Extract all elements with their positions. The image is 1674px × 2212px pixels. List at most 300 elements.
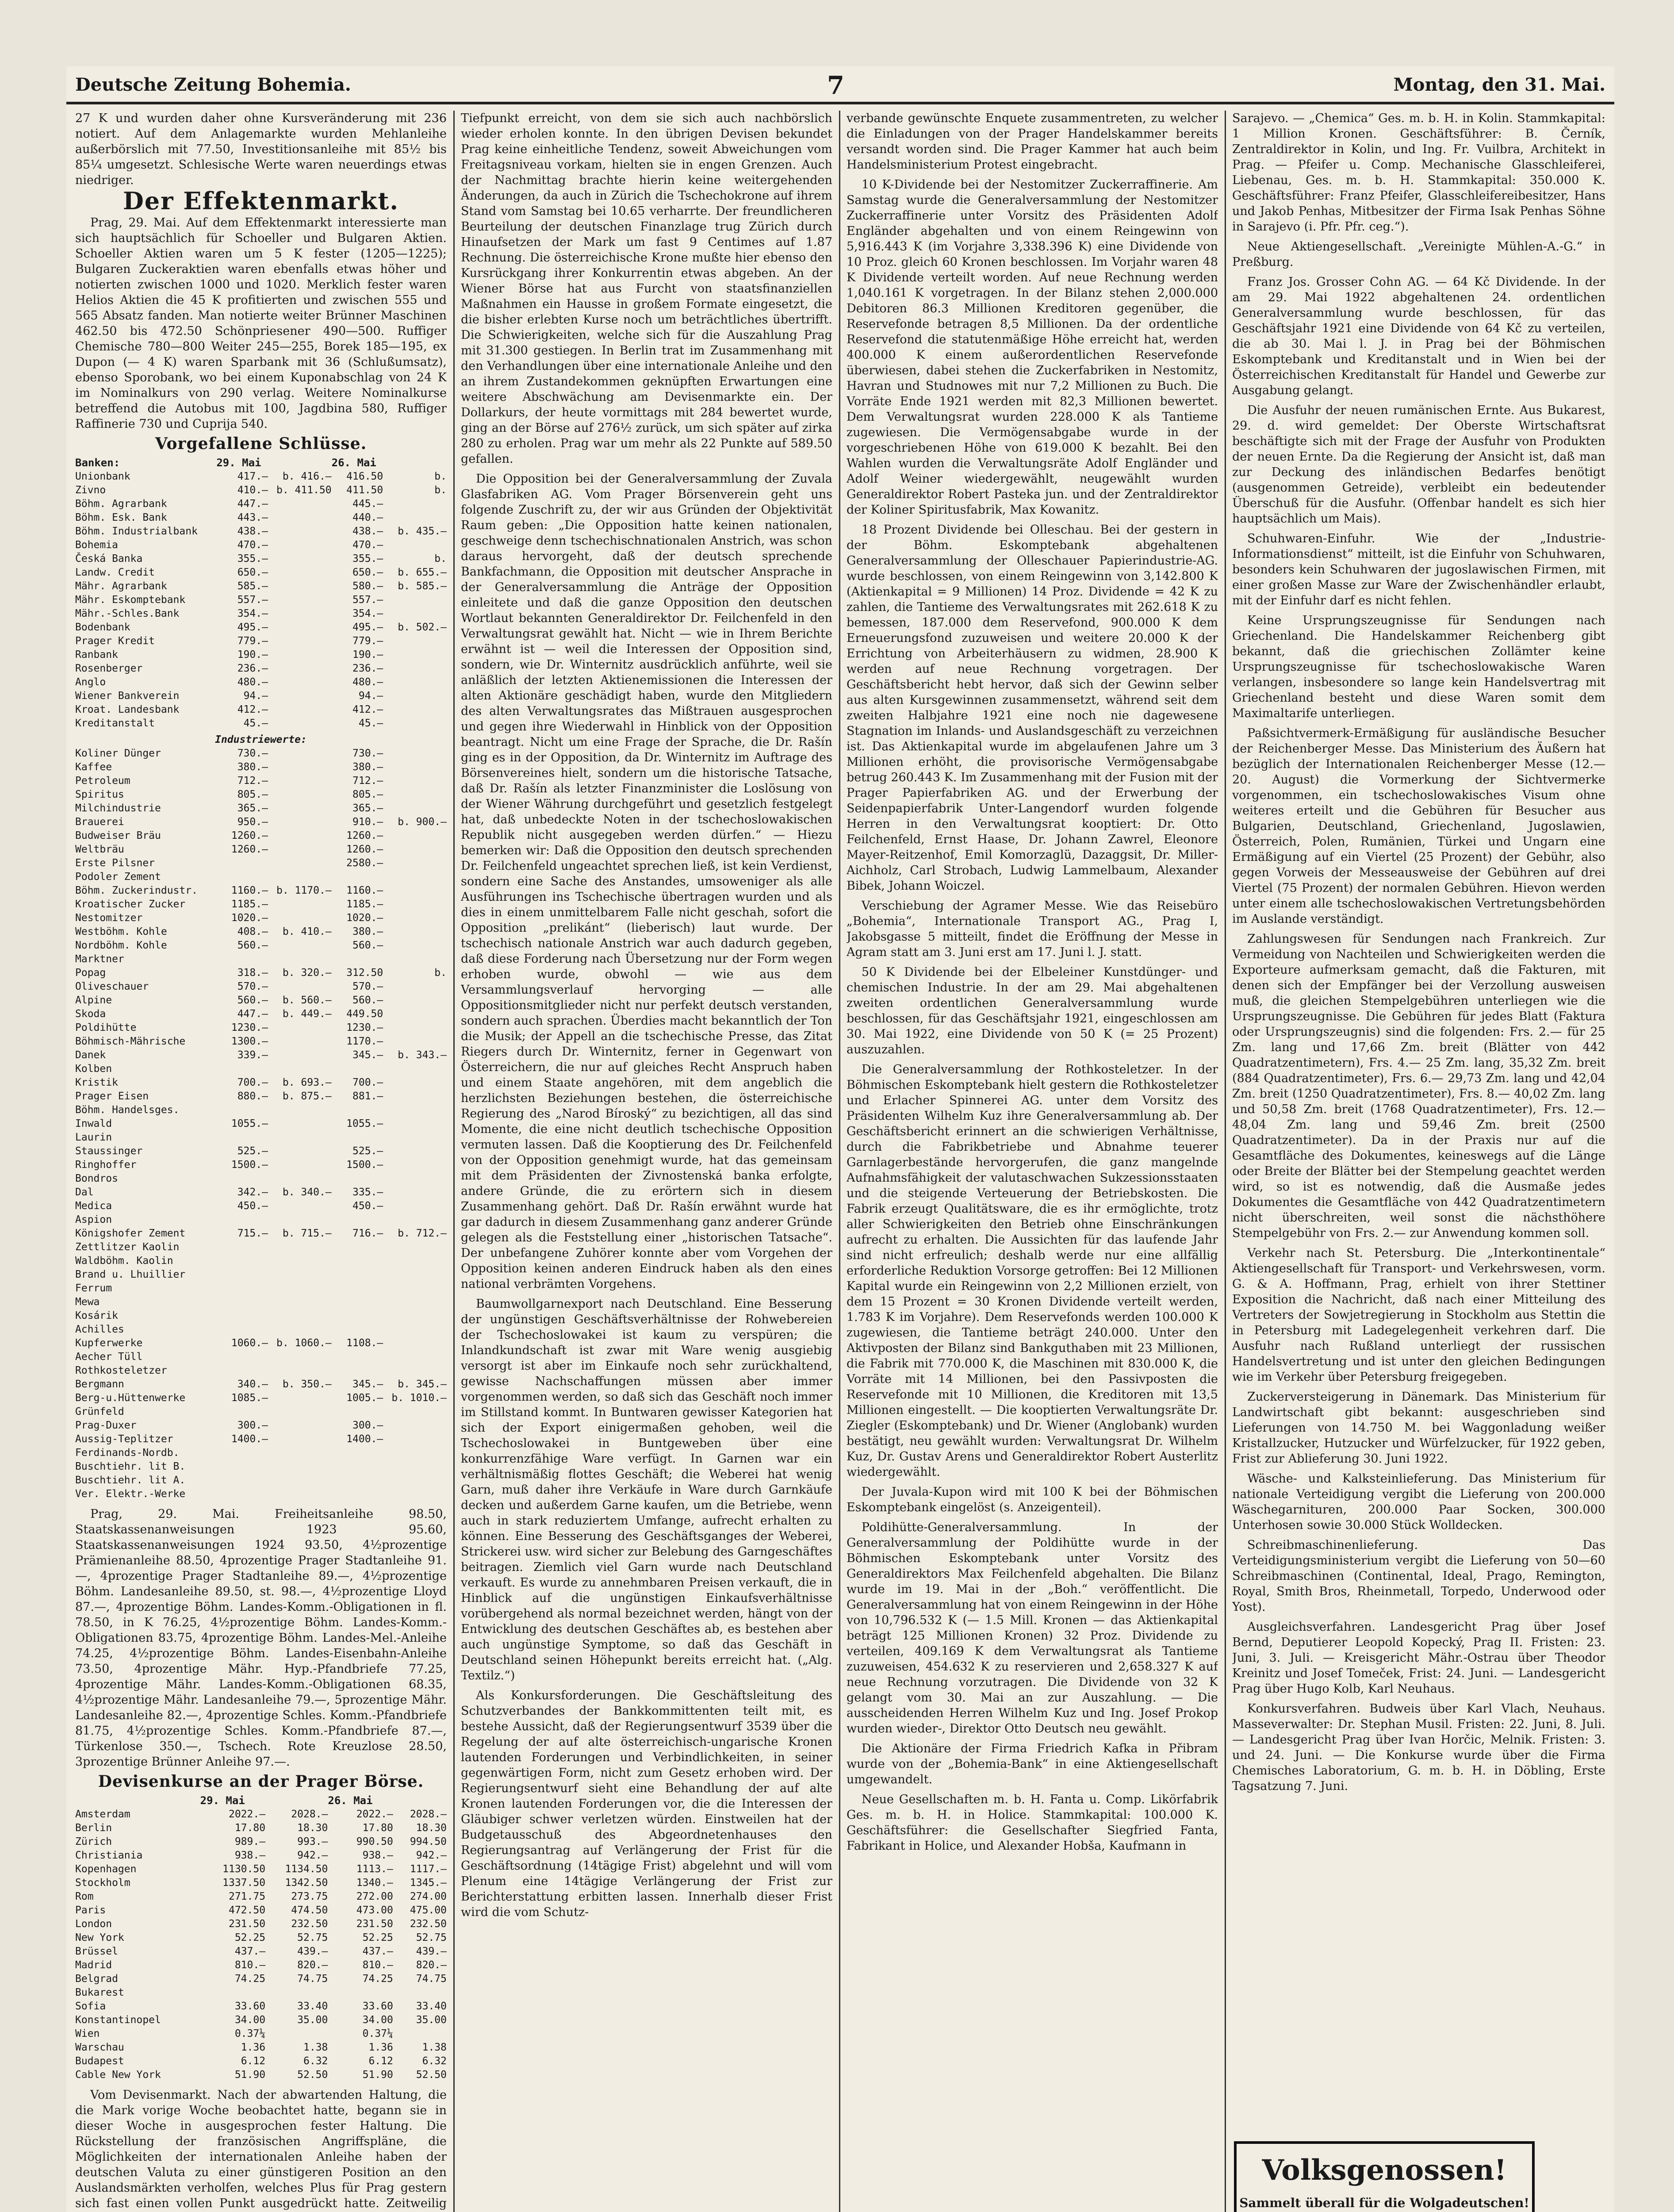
row-value xyxy=(268,1323,332,1336)
row-value: b. 1170.— xyxy=(276,885,332,896)
column-3 xyxy=(847,111,1218,2212)
row-value: 410.— xyxy=(237,484,268,496)
row-label: Erste Pilsner xyxy=(75,857,155,869)
article-paragraph: Zuckerversteigerung in Dänemark. Das Ministerium für Landwirtschaft gibt bekannt: ausgeschrieben sind Lieferungen von 14.750 M. bei Waggonladung weißer Kristallzucker, Hutzucker und Würfelzucker, für 1922 geben, Frist zur Ablieferung 30. Juni 1922. xyxy=(1232,1390,1605,1466)
row-value xyxy=(268,497,332,511)
row-value: 730.— xyxy=(237,748,268,759)
row-value: 560.— xyxy=(237,940,268,951)
devisen-rows xyxy=(75,1808,447,2082)
row-label: Kopenhagen xyxy=(75,1863,137,1875)
row-value xyxy=(383,1474,447,1487)
row-label: Dal xyxy=(75,1187,94,1198)
row-value xyxy=(268,1117,332,1131)
article-paragraph: Sarajevo. — „Chemica“ Ges. m. b. H. in Kolin. Stammkapital: 1 Million Kronen. Geschäftsführer: B. Černík, Zentraldirektor in Kolin, und Ing. Fr. Vuilbra, Architekt in Prag. — Pfeifer u. Comp. Mechanische Glasschleiferei, Liebenau, Ges. m. b. H. Stammkapital: 350.000 K. Geschäftsführer: Franz Pfeifer, Glasschleifereibesitzer, Hans und Jakob Penhas, Mitbesitzer der Firma Isak Penhas Söhne in Sarajevo (i. Pfr. Pfr. ceg.“). xyxy=(1232,111,1605,234)
row-value: b. 712.— xyxy=(398,1228,447,1239)
row-label: Rom xyxy=(75,1891,94,1902)
row-label: Kroat. Landesbank xyxy=(75,704,180,715)
row-value xyxy=(383,870,447,884)
row-value xyxy=(332,1240,383,1254)
row-label: Amsterdam xyxy=(75,1809,130,1820)
row-value xyxy=(268,689,332,703)
row-value: 525.— xyxy=(237,1145,268,1157)
row-value xyxy=(383,1419,447,1432)
article-paragraph: Der Juvala-Kupon wird mit 100 K bei der Böhmischen Eskomptebank eingelöst (s. Anzeigenteil). xyxy=(847,1485,1218,1514)
row-value xyxy=(268,1391,332,1405)
row-label: Berlin xyxy=(75,1822,112,1834)
row-value: 880.— xyxy=(237,1091,268,1102)
row-value xyxy=(332,1295,383,1309)
table-row xyxy=(75,1295,447,1309)
row-label: Berg-u.Hüttenwerke xyxy=(75,1392,186,1404)
article-paragraph: Als Konkursforderungen. Die Geschäftsleitung des Schutzverbandes der Bankkommittenten teilt mit, es bestehe Aussicht, daß der Regierungsentwurf 3539 über die Regelung der auf alte österreichisch-ungarische Kronen lautenden Forderungen und Verbindlichkeiten, in seiner gegenwärtigen Form, nicht zum Gesetz erhoben wird. Der Regierungsentwurf sieht eine Behandlung der auf alte Kronen lautenden Forderungen vor, die die Interessen der Gläubiger schwer verletzen würden. Einstweilen hat der Budgetausschuß des Abgeordnetenhauses den Regierungsantrag auf Verlängerung der Frist für die Geschäftsordnung (14tägige Frist) abgelehnt und will vom Plenum eine 14tägige Verlängerung der Frist zur Berichterstattung erbitten lassen. Innerhalb dieser Frist wird die vom Schutz- xyxy=(461,1689,832,1919)
row-label: Nordböhm. Kohle xyxy=(75,940,167,951)
row-value xyxy=(332,1474,383,1487)
article-paragraph: Zahlungswesen für Sendungen nach Frankreich. Zur Vermeidung von Nachteilen und Schwierigkeiten werden die Exporteure aufmerksam gemacht, daß die Fakturen, mit denen sich der Empfänger bei der Verzollung ausweisen muß, die gleichen Stempelgebühren unterliegen wie die Ursprungszeugnisse. Die Gebühren für jedes Blatt (Faktura oder Ursprungszeugnis) sind die folgenden: Frs. 2.— für 25 Zm. lang und 17,66 Zm. breit (Blätter von 442 Quadratzentimetern), Frs. 4.— 25 Zm. lang, 35,32 Zm. breit (884 Quadratzentimeter), Frs. 6.— 29,73 Zm. lang und 42,04 Zm. breit (1250 Quadratzentimeter), Frs. 8.— 40,02 Zm. lang und 50,58 Zm. breit (1768 Quadratzentimeter), Frs. 12.— 48,04 Zm. lang und 59,46 Zm. breit (2500 Quadratzentimeter). Da in der Praxis nur auf die Gesamtfläche des Dokumentes, keineswegs auf die Länge oder Breite der Blätter bei der Stempelung geachtet werden wird, so ist es notwendig, daß die Ausmaße jedes Dokumentes die Gesamtfläche von 442 Quadratzentimetern nicht überschreiten, weil sonst die nächsthöhere Stempelgebühr von Frs. 2.— zur Anwendung kommen soll. xyxy=(1232,932,1605,1240)
row-label: Kolben xyxy=(75,1063,112,1075)
row-value: 190.— xyxy=(352,649,383,661)
row-value: 45.— xyxy=(358,718,383,729)
row-value xyxy=(268,1268,332,1282)
row-value xyxy=(268,1240,332,1254)
row-value: b. 502.— xyxy=(398,622,447,633)
table-row xyxy=(75,2041,447,2055)
table-row xyxy=(75,1158,447,1172)
row-value xyxy=(268,1364,332,1378)
row-value xyxy=(332,1103,383,1117)
row-value: 0.37¼ xyxy=(234,2028,266,2039)
table-row xyxy=(75,566,447,580)
row-value xyxy=(268,1158,332,1172)
header-cell: Banken: xyxy=(75,457,120,469)
row-value xyxy=(268,1309,332,1323)
devisen-header-row xyxy=(75,1794,447,1808)
row-value: 525.— xyxy=(352,1145,383,1157)
table-row xyxy=(75,1268,447,1282)
row-value xyxy=(383,1035,447,1048)
row-value: 712.— xyxy=(237,775,268,787)
row-value xyxy=(268,552,332,566)
row-value: 94.— xyxy=(358,690,383,702)
row-value: 1400.— xyxy=(346,1433,383,1445)
table-row xyxy=(75,1336,447,1350)
row-value xyxy=(268,911,332,925)
row-value xyxy=(383,788,447,802)
row-value: 52.25 xyxy=(234,1932,266,1943)
row-value xyxy=(332,1062,383,1076)
row-value: 300.— xyxy=(237,1420,268,1431)
row-value: 473.00 xyxy=(356,1905,393,1916)
row-value xyxy=(383,1172,447,1186)
row-label: Mähr.-Schles.Bank xyxy=(75,608,180,619)
row-value xyxy=(268,1446,332,1460)
row-label: Ferdinands-Nordb. xyxy=(75,1447,180,1459)
table-row xyxy=(75,898,447,911)
table-row xyxy=(75,760,447,774)
row-value: 340.— xyxy=(237,1379,268,1390)
table-row xyxy=(75,2000,447,2013)
row-label: Zivno xyxy=(75,484,106,496)
row-value: 447.— xyxy=(237,498,268,510)
row-value xyxy=(216,870,268,884)
row-value: 6.12 xyxy=(241,2055,266,2067)
row-value xyxy=(216,1474,268,1487)
table-row xyxy=(75,538,447,552)
row-value: 1342.50 xyxy=(285,1877,328,1889)
row-value xyxy=(268,1048,332,1062)
article-paragraph: Neue Aktiengesellschaft. „Vereinigte Mühlen-A.-G.“ in Preßburg. xyxy=(1232,240,1605,269)
table-row xyxy=(75,1821,447,1835)
row-value xyxy=(216,1446,268,1460)
row-value: 570.— xyxy=(352,981,383,992)
table-row xyxy=(75,1021,447,1035)
row-value xyxy=(268,648,332,662)
row-value xyxy=(332,1268,383,1282)
newspaper-page xyxy=(66,66,1614,2212)
row-value: 1060.— xyxy=(231,1337,268,1349)
row-label: Stockholm xyxy=(75,1877,130,1889)
table-row xyxy=(75,593,447,607)
row-value xyxy=(268,676,332,689)
row-value: 447.— xyxy=(237,1008,268,1020)
row-value: 408.— xyxy=(237,926,268,937)
article-paragraph: 18 Prozent Dividende bei Olleschau. Bei der gestern in der Böhm. Eskomptebank abgehaltenen Generalversammlung der Olleschauer Papierindustrie-AG. wurde beschlossen, von einem Reingewinn von 3,142.800 K (Aktienkapital = 9 Millionen) 14 Proz. Dividende = 42 K zu zahlen, die Tantieme des Verwaltungsrates mit 262.618 K zu bemessen, 187.000 dem Reservefond, 900.000 K dem Erneuerungsfond zuzuweisen und weitere 20.000 K der Errichtung von Arbeiterhäusern zu widmen, 28.900 K werden auf neue Rechnung vorgetragen. Der Geschäftsbericht hebt hervor, daß sich der Gewinn selber aus alten Kursgewinnen zusammensetzt, während seit dem zweiten Halbjahre 1921 eine noch nie dagewesene Stagnation im Inlands- und Auslandsgeschäft zu verzeichnen ist. Das Aktienkapital wurde im abgelaufenen Jahre um 3 Millionen erhöht, die provisorische Vermögensabgabe betrug 260.443 K. Im Zusammenhang mit der Fusion mit der Prager Papierfabriken AG. und der Erwerbung der Seidenpapierfabrik Unter-Langendorf wurden folgende Herren in den Verwaltungsrat kooptiert: Dr. Otto Feilchenfeld, Ernst Haase, Dr. Johann Zawrel, Eleonore Mayer-Reitzenhof, Emil Komorzaglü, Dazaggsit, Dr. Miller-Aichholz, Carl Strobach, Ludwig Lammelbaum, Alexander Bibek, Johann Woiczel. xyxy=(847,523,1218,893)
column-divider xyxy=(1225,111,1226,2212)
row-label: Ringhoffer xyxy=(75,1159,137,1171)
row-value: 51.90 xyxy=(362,2069,393,2081)
effekten-paragraph: Prag, 29. Mai. Auf dem Effektenmarkt interessierte man sich hauptsächlich für Schoeller und Bulgaren Aktien. Schoeller Aktien waren um 5 K fester (1205—1225); Bulgaren Zuckeraktien waren ebenfalls etwas höher und notierten zwischen 1000 und 1020. Merklich fester waren Helios Aktien die 45 K profitierten und zwischen 555 und 565 Absatz fanden. Man notierte weiter Brünner Maschinen 462.50 bis 472.50 Schönpriesener 490—500. Ruffiger Chemische 780—800 Weiter 245—255, Borek 185—195, ex Dupon (— 4 K) waren Sparbank mit 36 (Schlußumsatz), ebenso Sporobank, wo bei einem Kuponabschlag von 24 K im Nominalkurs von 290 verlag. Weitere Nominalkurse betreffend die Autobus mit 100, Jagdbina 580, Ruffiger Raffinerie 730 und Cuprija 540. xyxy=(75,216,447,431)
table-row xyxy=(75,497,447,511)
table-row xyxy=(75,689,447,703)
column-4 xyxy=(1232,111,1605,2128)
table-row xyxy=(75,511,447,525)
row-value: b. 449.— xyxy=(282,1008,332,1020)
row-value: 380.— xyxy=(237,761,268,773)
row-value xyxy=(383,1268,447,1282)
row-value xyxy=(216,856,268,870)
row-value: 938.— xyxy=(234,1850,266,1861)
table-row xyxy=(75,484,447,497)
row-label: Brüssel xyxy=(75,1946,118,1957)
row-value: 445.— xyxy=(352,498,383,510)
row-value: 439.— xyxy=(416,1946,447,1957)
row-value: 700.— xyxy=(352,1077,383,1088)
table-row xyxy=(75,1945,447,1959)
row-value: 1020.— xyxy=(231,912,268,924)
row-value xyxy=(216,1103,268,1117)
row-value: 2028.— xyxy=(410,1809,447,1820)
row-value: 411.50 xyxy=(346,484,383,496)
article-paragraph: Franz Jos. Grosser Cohn AG. — 64 Kč Dividende. In der am 29. Mai 1922 abgehaltenen 24. ordentlichen Generalversammlung wurde beschlossen, für das Geschäftsjahr 1921 eine Dividende von 64 Kč zu verteilen, die ab 30. Mai l. J. in Prag bei der Böhmischen Eskomptebank und Kreditanstalt und in Wien bei der Österreichischen Kreditanstalt für Handel und Gewerbe zur Ausgabung gelangt. xyxy=(1232,275,1605,397)
row-label: Popag xyxy=(75,967,106,979)
row-value: 1130.50 xyxy=(222,1863,266,1875)
row-value: 475.00 xyxy=(410,1905,447,1916)
article-paragraph: Die Generalversammlung der Rothkosteletzer. In der Böhmischen Eskomptebank hielt gestern die Rothkosteletzer und Erlacher Spinnerei AG. unter dem Vorsitz des Präsidenten Wilhelm Kuz ihre Generalversammlung ab. Der Geschäftsbericht erinnert an die schwierigen Verhältnisse, durch die Fabrikbetriebe und Abnahme teuerer Garnlagerbestände hervorgerufen, die ganz mangelnde Aufnahmsfähigkeit der valutaschwachen Sukzessionsstaaten und die steigende Verteuerung der Betriebskosten. Die Fabrik erzeugt Qualitätsware, die es ihr ermöglichte, trotz aller Schwierigkeiten den Betrieb ohne Einschränkungen aufrecht zu erhalten. Die Aussichten für das laufende Jahr sind nicht erfreulich; deshalb werde nur eine allfällig erforderliche Reduktion Vorsorge getroffen: Bei 12 Millionen Kapital wurde ein Reingewinn von 2,2 Millionen erzielt, von dem 15 Prozent = 30 Kronen Dividende verteilt werden, 1.783 K im Vorjahre). Dem Reservefonds werden 100.000 K zugewiesen, die Tantieme beträgt 240.000. Unter den Aktivposten der Bilanz sind Bankguthaben mit 23 Millionen, die Fabrik mit 770.000 K, die Maschinen mit 830.000 K, die Vorräte mit 14 Millionen, bei den Passivposten die Reservefonde mit 10 Millionen, die Kreditoren mit 13,5 Millionen eingestellt. — Die kooptierten Verwaltungsräte Dr. Ziegler (Eskomptebank) und Dr. Wiener (Anglobank) wurden bestätigt, neu gewählt wurden: Verwaltungsrat Dr. Wilhelm Kuz, Dr. Gustav Arens und Generaldirektor Robert Austerlitz wiedergewählt. xyxy=(847,1063,1218,1479)
table-row xyxy=(75,1186,447,1199)
row-label: Marktner xyxy=(75,953,124,965)
row-label: Westböhm. Kohle xyxy=(75,926,167,937)
row-value: 437.— xyxy=(362,1946,393,1957)
row-value xyxy=(268,538,332,552)
article-paragraph: Schreibmaschinenlieferung. Das Verteidigungsministerium vergibt die Lieferung von 50—60 Schreibmaschinen (Continental, Ideal, Prago, Remington, Royal, Smith Bros, Rheinmetall, Torpedo, Underwood oder Yost). xyxy=(1232,1538,1605,1614)
row-value: 1185.— xyxy=(231,899,268,910)
header-cell: 29. Mai xyxy=(200,1794,245,1807)
table-row xyxy=(75,676,447,689)
row-value: 950.— xyxy=(237,816,268,828)
row-value: b. xyxy=(434,553,447,565)
table-row xyxy=(75,1144,447,1158)
row-value xyxy=(383,939,447,952)
table-row xyxy=(75,552,447,566)
row-value: b. xyxy=(434,967,447,979)
table-row xyxy=(75,1240,447,1254)
row-value xyxy=(268,717,332,730)
row-value xyxy=(268,511,332,525)
row-value: 438.— xyxy=(352,526,383,537)
row-value: 1.36 xyxy=(241,2042,266,2053)
row-value: 1085.— xyxy=(231,1392,268,1404)
row-value: 6.12 xyxy=(368,2055,393,2067)
row-value: 779.— xyxy=(237,635,268,647)
article-paragraph: verbande gewünschte Enquete zusammentreten, zu welcher die Einladungen von der Prager Handelskammer bereits versandt worden sind. Die Prager Kammer hat auch beim Handelsministerium Protest eingebracht. xyxy=(847,111,1218,172)
row-label: Koliner Dünger xyxy=(75,748,161,759)
row-value: b. xyxy=(434,484,447,496)
row-label: Zürich xyxy=(75,1836,112,1847)
schluesse-header-row xyxy=(75,456,447,470)
row-value: 480.— xyxy=(352,676,383,688)
row-value: 232.50 xyxy=(410,1918,447,1930)
row-value xyxy=(383,717,447,730)
table-row xyxy=(75,1117,447,1131)
row-value xyxy=(383,689,447,703)
table-row xyxy=(75,1904,447,1917)
table-row xyxy=(75,1131,447,1144)
row-value: b. 900.— xyxy=(398,816,447,828)
row-value xyxy=(268,1432,332,1446)
row-value: 18.30 xyxy=(297,1822,328,1834)
row-value xyxy=(383,1295,447,1309)
schluesse-heading: Vorgefallene Schlüsse. xyxy=(155,434,367,453)
row-value: 938.— xyxy=(362,1850,393,1861)
row-value xyxy=(268,1419,332,1432)
advertisement-box xyxy=(1234,2141,1535,2212)
devisen-table xyxy=(75,1794,447,2082)
table-row xyxy=(75,1808,447,1821)
row-value: b. 345.— xyxy=(398,1379,447,1390)
table-row xyxy=(75,952,447,966)
row-value xyxy=(383,829,447,843)
article-paragraph: Neue Gesellschaften m. b. H. Fanta u. Comp. Likörfabrik Ges. m. b. H. in Holice. Stammkapital: 100.000 K. Geschäftsführer: die Gesellschafter Siegfried Fanta, Fabrikant in Holice, und Alexander Hobša, Kaufmann in xyxy=(847,1793,1218,1853)
row-label: Inwald xyxy=(75,1118,112,1129)
row-value: 2028.— xyxy=(291,1809,328,1820)
article-paragraph: Verschiebung der Agramer Messe. Wie das Reisebüro „Bohemia“, Internationale Transport AG., Prag I, Jakobsgasse 5 mitteilt, findet die Eröffnung der Messe in Agram statt am 3. Juni erst am 17. Juni l. J. statt. xyxy=(847,899,1218,959)
row-value xyxy=(268,566,332,580)
row-label: Belgrad xyxy=(75,1973,118,1985)
row-value: b. 715.— xyxy=(282,1228,332,1239)
header-cell xyxy=(393,1794,447,1808)
row-value: 354.— xyxy=(237,608,268,619)
table-row xyxy=(75,747,447,760)
row-label: Wiener Bankverein xyxy=(75,690,180,702)
table-row xyxy=(75,1405,447,1419)
table-row xyxy=(75,1917,447,1931)
table-row xyxy=(75,1213,447,1227)
table-row xyxy=(75,1986,447,2000)
row-value: 440.— xyxy=(352,512,383,523)
table-row xyxy=(75,870,447,884)
row-value xyxy=(216,1172,268,1186)
row-value xyxy=(268,621,332,634)
row-value: 805.— xyxy=(352,789,383,800)
article-paragraph: Poldihütte-Generalversammlung. In der Generalversammlung der Poldihütte wurde in der Böhmischen Eskomptebank unter Vorsitz des Generaldirektors Max Feilchenfeld abgehalten. Die Bilanz wurde im 19. Mai in der „Boh.“ veröffentlicht. Die Generalversammlung hat von einem Reingewinn in der Höhe von 10,796.532 K (— 1.5 Mill. Kronen — das Aktienkapital beträgt 125 Millionen Kronen) 32 Proz. Dividende zu verteilen, 409.169 K dem Verwaltungsrat als Tantieme zuzuweisen, 454.632 K zu reservieren und 2,658.327 K auf neue Rechnung vorzutragen. Die Dividende von 32 K gelangt vom 30. Mai an zur Auszahlung. — Die ausscheidenden Herren Wilhelm Kuz und Ing. Josef Prokop wurden wieder-, Direktor Otto Deutsch neu gewählt. xyxy=(847,1521,1218,1736)
row-value: 730.— xyxy=(352,748,383,759)
row-value xyxy=(383,497,447,511)
row-value: b. 693.— xyxy=(282,1077,332,1088)
row-value: 1260.— xyxy=(231,830,268,841)
row-value: 1337.50 xyxy=(222,1877,266,1889)
row-value: 560.— xyxy=(237,995,268,1006)
row-label: Poldihütte xyxy=(75,1022,137,1033)
table-row xyxy=(75,925,447,939)
row-value xyxy=(268,1487,332,1501)
table-row xyxy=(75,788,447,802)
table-row xyxy=(75,648,447,662)
row-value xyxy=(268,1172,332,1186)
row-label: Anglo xyxy=(75,676,106,688)
row-value xyxy=(216,1405,268,1419)
row-label: Petroleum xyxy=(75,775,130,787)
row-value: b. 320.— xyxy=(282,967,332,979)
row-value: b. 416.— xyxy=(282,471,332,482)
row-value: 33.60 xyxy=(362,2001,393,2012)
table-row xyxy=(75,2055,447,2068)
article-paragraph: Die Ausfuhr der neuen rumänischen Ernte. Aus Bukarest, 29. d. wird gemeldet: Der Oberste Wirtschaftsrat beschäftigte sich mit der Frage der Ausfuhr von Produkten der neuen Ernte. Da die Regierung der Ansicht ist, daß man zur Deckung des inländischen Bedarfes benötigt (ausgenommen Getreide), verbleibt ein bedeutender Überschuß für die Ausfuhr. (Offenbar handelt es sich hier hauptsächlich um Mais). xyxy=(1232,403,1605,526)
row-value xyxy=(383,1007,447,1021)
table-row xyxy=(75,2027,447,2041)
row-value xyxy=(383,1117,447,1131)
row-value xyxy=(383,1103,447,1117)
row-value: 94.— xyxy=(243,690,268,702)
row-value xyxy=(383,703,447,717)
article-paragraph: Die Aktionäre der Firma Friedrich Kafka in Přibram wurde von der „Bohemia-Bank“ in eine Aktiengesellschaft umgewandelt. xyxy=(847,1742,1218,1786)
row-label: Paris xyxy=(75,1905,106,1916)
column-divider xyxy=(453,111,455,2212)
table-row xyxy=(75,1460,447,1474)
row-value: 33.40 xyxy=(297,2001,328,2012)
row-value: 51.90 xyxy=(234,2069,266,2081)
intro-paragraph: 27 K und wurden daher ohne Kursveränderung mit 236 notiert. Auf dem Anlagemarkte wurden Mehlanleihe außerbörslich mit 77.50, Investitionsanleihe mit 85½ bis 85¼ umgesetzt. Schlesische Werte waren neuerdings etwas niedriger. xyxy=(75,111,447,187)
row-value: 335.— xyxy=(352,1187,383,1198)
row-value xyxy=(216,1213,268,1227)
row-label: Alpine xyxy=(75,995,112,1006)
row-value xyxy=(268,980,332,994)
article-paragraph: 10 K-Dividende bei der Nestomitzer Zuckerraffinerie. Am Samstag wurde die Generalversammlung der Nestomitzer Zuckerraffinerie unter Vorsitz des Präsidenten Adolf Engländer abgehalten und von einem Reingewinn von 5,916.443 K (im Vorjahre 3,338.396 K) eine Dividende von 10 Proz. gleich 60 Kronen beschlossen. Im Vorjahr waren 48 K Dividende verteilt worden. Auf neue Rechnung werden 1,040.161 K vorgetragen. In der Bilanz stehen 2,000.000 Debitoren 86.3 Millionen Kreditoren gegenüber, die Reservefonde betragen 8,5 Millionen. Da der ordentliche Reservefond die statutenmäßige Höhe erreicht hat, werden 400.000 K einem außerordentlichen Reservefonde überwiesen, dabei stehen die Zuckerfabriken in Nestomitz, Havran und Studnowes mit nur 7,2 Millionen zu Buch. Die Vorräte Ende 1921 werden mit 82,3 Millionen bewertet. Dem Verwaltungsrat wurden 228.000 K als Tantieme zugewiesen. Die Vermögensabgabe wurde in der vorgeschriebenen Höhe von 619.000 K bezahlt. Bei den Wahlen wurden die Verwaltungsräte Adolf Engländer und Adolf Weiner wiedergewählt, neugewählt wurden Generaldirektor Robert Pasteka jun. und der Zentraldirektor der Koliner Spiritusfabrik, Max Kowanitz. xyxy=(847,178,1218,517)
table-row xyxy=(75,607,447,621)
row-label: Podoler Zement xyxy=(75,871,161,883)
row-value: 557.— xyxy=(237,594,268,606)
article-paragraph: Die Opposition bei der Generalversammlung der Zuvala Glasfabriken AG. Vom Prager Börsenverein geht uns folgende Zuschrift zu, der wir aus Gründen der Objektivität Raum geben: „Die Opposition hatte keinen nationalen, geschweige denn tschechischnationalen Anstrich, was schon daraus hervorgeht, daß der deutsch sprechende Bankfachmann, die Opposition mit deutscher Ansprache in der Generalversammlung die Anträge der Opposition einleitete und daß die ganze Opposition den deutschen Wortlaut bekannten Generaldirektor Dr. Feilchenfeld in den Verwaltungsrat gewählt hat. Nicht — wie in Ihrem Berichte erwähnt ist — weil die Interessen der Opposition sind, sondern, wie Dr. Winternitz ausdrücklich anführte, weil sie anläßlich der letzten Aktienemissionen die Interessen der alten Aktionäre geschädigt haben, wurde den Mitgliedern des alten Verwaltungsrates das Mißtrauen ausgesprochen und gegen ihre Wiederwahl in Hinblick von der Opposition beantragt. Nicht um eine Frage der Sprache, die Dr. Rašín ging es in der Opposition, da Dr. Winternitz im Auftrage des Börsenvereines hielt, sondern um die historische Tatsache, daß Dr. Rašín als letzter Finanzminister die Loslösung von der Wiener Währung durchgeführt und gesetzlich festgelegt hat, daß unbedeckte Noten in der tschechoslowakischen Republik nicht ausgegeben werden dürfen.“ — Hiezu bemerken wir: Daß die Opposition den deutsch sprechenden Dr. Feilchenfeld ungeachtet sprechen ließ, ist kein Verdienst, sondern eine Sache des Anstandes, umsoweniger als alle Ausführungen ins Tschechische übertragen wurden und als dies in einem unmittelbarem Falle nicht geschah, sofort die Opposition „prelikánt“ (lieberisch) laut wurde. Der tschechisch nationale Anstrich war auch dadurch gegeben, daß diese Forderung nach Übersetzung nur der Form wegen erhoben wurde, obwohl — wie aus dem Versammlungsverlauf hervorging — alle Oppositionsmitglieder nicht nur perfekt deutsch verstanden, sondern auch sprachen. Überdies macht bekanntlich der Ton die Musik; der Appell an die tschechische Presse, das Zitat Riegers durch Dr. Winternitz, ferner in Gegenwart von Österreichern, die nur auf gleiches Recht Anspruch haben und einem Staate angehören, mit dem angeblich die herzlichsten Beziehungen bestehen, die österreichische Regierung des „Narod Bíroský“ zu bezichtigen, all das sind Momente, die eine nicht deutlich tschechische Opposition vermuten lassen. Daß die Kooptierung des Dr. Feilchenfeld von der Opposition genehmigt wurde, hat das gemeinsam mit dem Präsidenten der Zivnostenská banka erfolgte, andere Gründe, die zu erörtern sich in diesem Zusammenhang gehört. Daß Dr. Rašín erwähnt wurde hat gar dadurch in diesem Zusammenhang ganz anderer Gründe gelegen als die Feststellung einer „historischen Tatsache“. Der unbefangene Zuhörer konnte aber vom Vorgehen der Opposition keinen anderen Eindruck haben als den eines national verbrämten Vorgehens. xyxy=(461,472,832,1291)
table-row xyxy=(75,1972,447,1986)
row-value: 1300.— xyxy=(231,1036,268,1047)
row-value: 1230.— xyxy=(346,1022,383,1033)
row-value: 495.— xyxy=(237,622,268,633)
row-value xyxy=(268,1131,332,1144)
table-row xyxy=(75,1391,447,1405)
row-label: Skoda xyxy=(75,1008,106,1020)
row-value xyxy=(383,1432,447,1446)
row-value xyxy=(383,1487,447,1501)
row-value xyxy=(216,1282,268,1295)
row-value: b. 560.— xyxy=(282,995,332,1006)
row-value xyxy=(383,884,447,898)
row-value xyxy=(383,511,447,525)
row-value xyxy=(268,593,332,607)
row-value xyxy=(268,747,332,760)
row-value: 412.— xyxy=(237,704,268,715)
row-value xyxy=(268,1282,332,1295)
row-label: Medica xyxy=(75,1200,112,1212)
effekten-heading: Der Effektenmarkt. xyxy=(123,187,399,215)
row-value xyxy=(268,1254,332,1268)
row-value xyxy=(332,952,383,966)
row-value xyxy=(268,1350,332,1364)
row-value: 1170.— xyxy=(346,1036,383,1047)
industrie-rows xyxy=(75,747,447,1501)
table-row xyxy=(75,1931,447,1945)
row-value: 1108.— xyxy=(346,1337,383,1349)
row-label: Brauerei xyxy=(75,816,124,828)
row-label: Aussig-Teplitzer xyxy=(75,1433,173,1445)
advertisement-title: Volksgenossen! xyxy=(1262,2154,1507,2187)
row-value: 365.— xyxy=(352,803,383,814)
table-row xyxy=(75,1432,447,1446)
row-value: 990.50 xyxy=(356,1836,393,1847)
row-value xyxy=(268,1035,332,1048)
table-row xyxy=(75,1446,447,1460)
row-value xyxy=(383,1364,447,1378)
row-value: 17.80 xyxy=(234,1822,266,1834)
row-value: 474.50 xyxy=(291,1905,328,1916)
table-row xyxy=(75,1378,447,1391)
row-value: 1160.— xyxy=(231,885,268,896)
article-paragraph: Wäsche- und Kalksteinlieferung. Das Ministerium für nationale Verteidigung vergibt die Lieferung von 200.000 Wäschegarnituren, 200.000 Paar Socken, 300.000 Unterhosen sowie 30.000 Stück Wolldecken. xyxy=(1232,1472,1605,1532)
row-label: Bohemia xyxy=(75,539,118,551)
row-value: b. 350.— xyxy=(282,1379,332,1390)
row-label: London xyxy=(75,1918,112,1930)
row-value xyxy=(332,1364,383,1378)
row-value xyxy=(383,925,447,939)
row-value xyxy=(268,952,332,966)
row-value: 416.50 xyxy=(346,471,383,482)
row-label: Mähr. Eskomptebank xyxy=(75,594,186,606)
row-value xyxy=(268,939,332,952)
row-value: 354.— xyxy=(352,608,383,619)
row-value xyxy=(383,898,447,911)
row-label: Konstantinopel xyxy=(75,2014,161,2026)
row-value: 52.75 xyxy=(416,1932,447,1943)
table-row xyxy=(75,1282,447,1295)
row-value: b. 411.50 xyxy=(276,484,332,496)
row-value: 2022.— xyxy=(228,1809,266,1820)
header-cell xyxy=(383,456,447,470)
row-value xyxy=(265,2027,328,2041)
row-value: 74.75 xyxy=(416,1973,447,1985)
row-label: Mähr. Agrarbank xyxy=(75,580,167,592)
row-label: Aspion xyxy=(75,1214,112,1225)
row-value: 45.— xyxy=(243,718,268,729)
row-label: Wien xyxy=(75,2028,100,2039)
row-value xyxy=(383,802,447,815)
row-value xyxy=(216,952,268,966)
